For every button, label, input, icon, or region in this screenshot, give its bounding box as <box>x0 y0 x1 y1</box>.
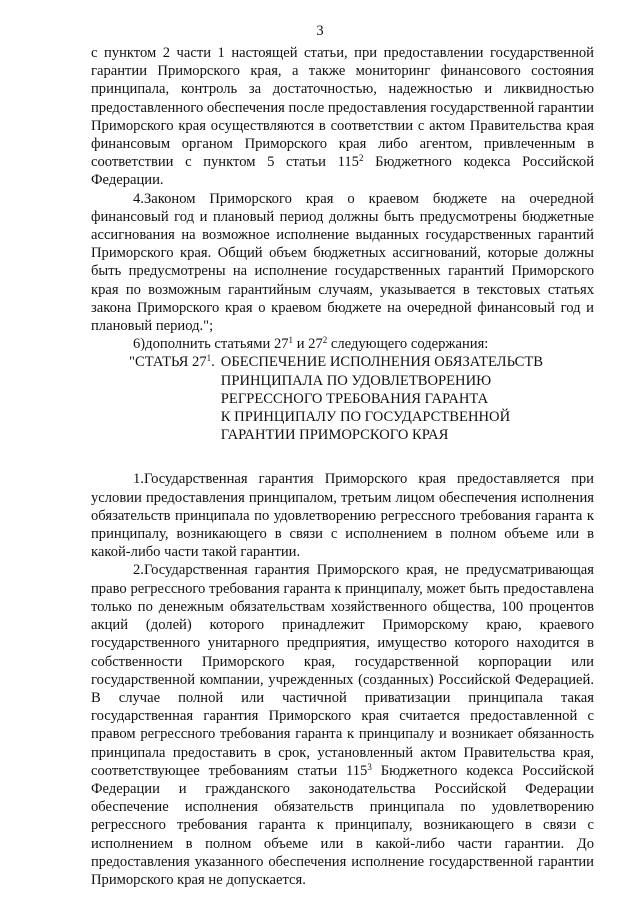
article-number <box>129 353 215 444</box>
paragraph-article-2 <box>91 561 594 889</box>
amendment-text: 6)дополнить статьями 27 <box>133 336 289 353</box>
amendment-text: и 27 <box>293 336 323 353</box>
paragraph-amendment-intro <box>91 335 594 353</box>
document-body <box>91 44 594 889</box>
paragraph-budget-law: 4.Законом Приморского края о краевом бюджете на очередной финансовый год и плановый период должны быть предусмотрены бюджетные ассигнования на возможное исполнение выданных государственных гарантий Приморского края. Общий объем бюджетных ассигнований, которые должны быть предусмотрены на исполнение государственных гарантий Приморского края по возможным гарантийным случаям, указывается в текстовых статьях закона Приморского края о краевом бюджете на очередной финансовый год и плановый период."; <box>91 190 594 335</box>
superscript: 2 <box>358 153 364 164</box>
paragraph-text-tail: Бюджетного кодекса Российской Федерации. <box>91 154 595 189</box>
article-title-line: ОБЕСПЕЧЕНИЕ ИСПОЛНЕНИЯ ОБЯЗАТЕЛЬСТВ <box>220 354 543 371</box>
amendment-text: следующего содержания: <box>327 336 489 353</box>
page-number: 3 <box>316 23 324 39</box>
article-prefix-text: "СТАТЬЯ 27 <box>129 354 207 371</box>
paragraph-continuation <box>91 44 594 190</box>
superscript: 2 <box>322 335 328 346</box>
superscript: 3 <box>367 761 372 772</box>
article-prefix-tail: . <box>211 354 215 371</box>
paragraph-text: 2.Государственная гарантия Приморского края, не предусматривающая право регрессного требования гаранта к принципалу, может быть предоставлена только по денежным обязательствам хозяйственного общества, 100 процентов акций (долей) которого принадлежит Приморскому краю, краевого государственного унитарного предприятия, имущество которого находится в собственности Приморского края, государственной корпорации или государственной компании, учрежденных (созданных) Российской Федерацией. В случае полной или частичной приватизации принципала такая государственная гарантия Приморского края считается предоставленной с правом регрессного требования гаранта к принципалу и возникает обязанность принципала предоставить в срок, установленный актом Правительства края, соответствующее требованиям статьи 115 <box>91 562 594 779</box>
article-title-line: К ПРИНЦИПАЛУ ПО ГОСУДАРСТВЕННОЙ <box>220 409 511 426</box>
article-title-line: ПРИНЦИПАЛА ПО УДОВЛЕТВОРЕНИЮ <box>220 372 492 389</box>
spacer <box>91 444 594 470</box>
article-heading <box>129 353 594 444</box>
article-title <box>215 353 594 444</box>
paragraph-article-1: 1.Государственная гарантия Приморского края предоставляется при условии предоставления принципалом, третьим лицом обеспечения исполнения обязательств принципала по удовлетворению регрессного требования гаранта к принципалу, возникающего в связи с исполнением в полном объеме или в какой-либо части такой гарантии. <box>91 471 594 561</box>
superscript: 1 <box>206 353 212 364</box>
paragraph-text-tail: Бюджетного кодекса Российской Федерации и гражданского законодательства Российской Федерации обеспечение исполнения обязательств принципала по удовлетворению регрессного требования гаранта к принципалу, возникающего в связи с исполнением в полном объеме или в какой-либо части гарантии. До предоставления указанного обеспечения исполнение государственной гарантии Приморского края не допускается. <box>91 762 594 888</box>
article-title-line: ГАРАНТИИ ПРИМОРСКОГО КРАЯ <box>220 427 449 444</box>
superscript: 1 <box>288 335 294 346</box>
paragraph-text: с пунктом 2 части 1 настоящей статьи, при предоставлении государственной гарантии Приморского края, а также мониторинг финансового состояния принципала, контроль за достаточностью, надежностью и ликвидностью предоставленного обеспечения после предоставления государственной гарантии Приморского края осуществляются в соответствии с актом Правительства края финансовым органом Приморского края либо агентом, привлеченным в соответствии с пунктом 5 статьи 115 <box>91 45 594 171</box>
article-title-line: РЕГРЕССНОГО ТРЕБОВАНИЯ ГАРАНТА <box>220 390 489 407</box>
